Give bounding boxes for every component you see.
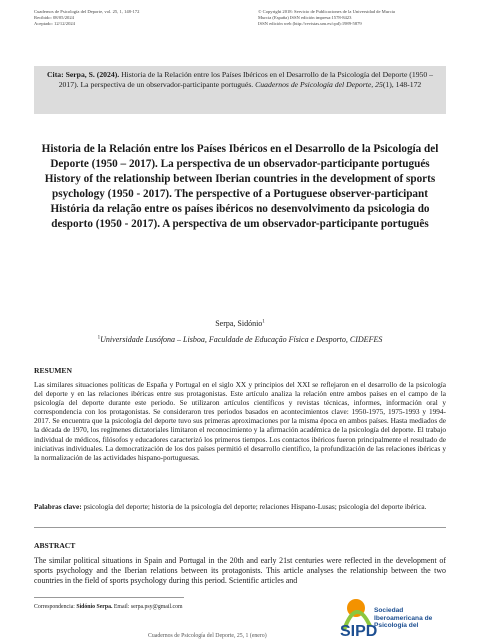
abstract-text: The similar political situations in Spain and Portugal in the 20th and early 21st centuries were reflected in the development of sports psychology and the Iberian relations between its protagonists. This article analyses the relationship between the two countries in the field of sports psychology during this period. Scientific articles and (34, 556, 446, 585)
title-english: History of the relationship between Iberian countries in the development of sports psychology (1950 - 2017). The perspective of a Portuguese observer-participant (44, 173, 436, 200)
keywords-text: psicología del deporte; historia de la psicología del deporte; relaciones Hispano-Lusas; psicología del deporte ibérica. (83, 502, 427, 511)
citation-issue: (1), 148-172 (382, 80, 422, 89)
journal-volume: Cuadernos de Psicología del Deporte, vol. 25, 1, 148-172 (34, 9, 140, 14)
page-footer: Cuadernos de Psicología del Deporte, 25, 1 (enero) (148, 633, 267, 639)
society-name-line: Psicología del (374, 622, 419, 630)
abstract-heading: ABSTRACT (34, 541, 76, 550)
keywords-es (34, 502, 446, 511)
author-line (0, 319, 480, 328)
issn-web: ISSN edición web (http://revistas.um.es/cpd):1989-5879 (258, 21, 362, 26)
journal-header-left (34, 9, 139, 27)
affiliation-line (0, 335, 480, 344)
copyright-line: © Copyright 2018: Servicio de Publicaciones de la Universidad de Murcia (258, 9, 395, 14)
affiliation-sup: 1 (97, 335, 101, 341)
issn-print: Murcia (España) ISSN edición impresa:1578-8423 (258, 15, 352, 20)
correspondence-note (34, 604, 183, 610)
resumen-text: Las similares situaciones políticas de España y Portugal en el siglo XX y principios del XXI se reflejaron en el desarrollo de la psicología del deporte y en las relaciones ibéricas entre sus protagonistas. Este artículo analiza la relación entre ambos países en el campo de la psicología del deporte durante este periodo. Se utilizaron artículos científicos y revistas técnicas, informes, información oral y correspondencia con los protagonistas. Se consideraron tres periodos basados en acontecimientos clave: 1950-1975, 1975-1993 y 1994-2017. Se encuentra que la psicología del deporte tuvo sus primeras aproximaciones por la misma época en ambos países. Hasta mediados de la década de 1970, los regímenes dictatoriales limitaron el reconocimiento y la afirmación académica de la psicología del deporte. El trabajo individual de médicos, filósofos y educadores caracterizó los primeros tiempos. Los contactos ibéricos fueron principalmente el resultado de iniciativas individuales. La democratización de los dos países permitió el desarrollo científico, la profundización de las relaciones ibéricas y la normalización de las actividades hispano-portuguesas. (34, 380, 446, 462)
society-name-line: Sociedad (374, 607, 404, 614)
correspondence-name: Sidónio Serpa. (76, 604, 113, 610)
citation-box (34, 66, 446, 114)
section-divider (34, 527, 446, 528)
citation-journal: Cuadernos de Psicología del Deporte, 25 (255, 80, 383, 89)
title-portuguese: História da relação entre os países ibéricos no desenvolvimento da psicologia do desporto (1950 - 2017). A perspectiva de um observador-participante português (50, 203, 430, 230)
correspondence-label: Correspondencia: (34, 604, 75, 610)
logo-short: SIPD (340, 623, 378, 638)
resumen-heading: RESUMEN (34, 366, 72, 375)
email-address: serpa.psy@gmail.com (130, 604, 183, 610)
citation-text: Historia de la Relación entre los Países Ibéricos en el Desarrollo de la Psicología del Deporte (1950 – 2017). La perspectiva de un observador-participante portugués. (58, 70, 433, 89)
society-name (374, 607, 432, 630)
title-block (36, 142, 444, 232)
received-date: Recibido: 08/05/2024 (34, 15, 74, 20)
author-name: Serpa, Sidónio (215, 319, 263, 328)
citation-label: Cita: Serpa, S. (2024). (47, 70, 120, 79)
email-label: Email: (113, 604, 130, 610)
accepted-date: Aceptado: 12/12/2024 (34, 21, 75, 26)
affiliation-text: Universidade Lusófona – Lisboa, Faculdade de Educação Física e Desporto, CIDEFES (100, 335, 383, 344)
journal-header-right (258, 9, 448, 27)
society-name-line: Iberoamericana de (374, 614, 433, 622)
title-spanish: Historia de la Relación entre los Países Ibéricos en el Desarrollo de la Psicología del Deporte (1950 – 2017). La perspectiva de un observador-participante portugués (41, 143, 439, 170)
footnote-rule (34, 597, 184, 598)
author-sup: 1 (262, 319, 265, 325)
keywords-label: Palabras clave: (34, 502, 82, 511)
